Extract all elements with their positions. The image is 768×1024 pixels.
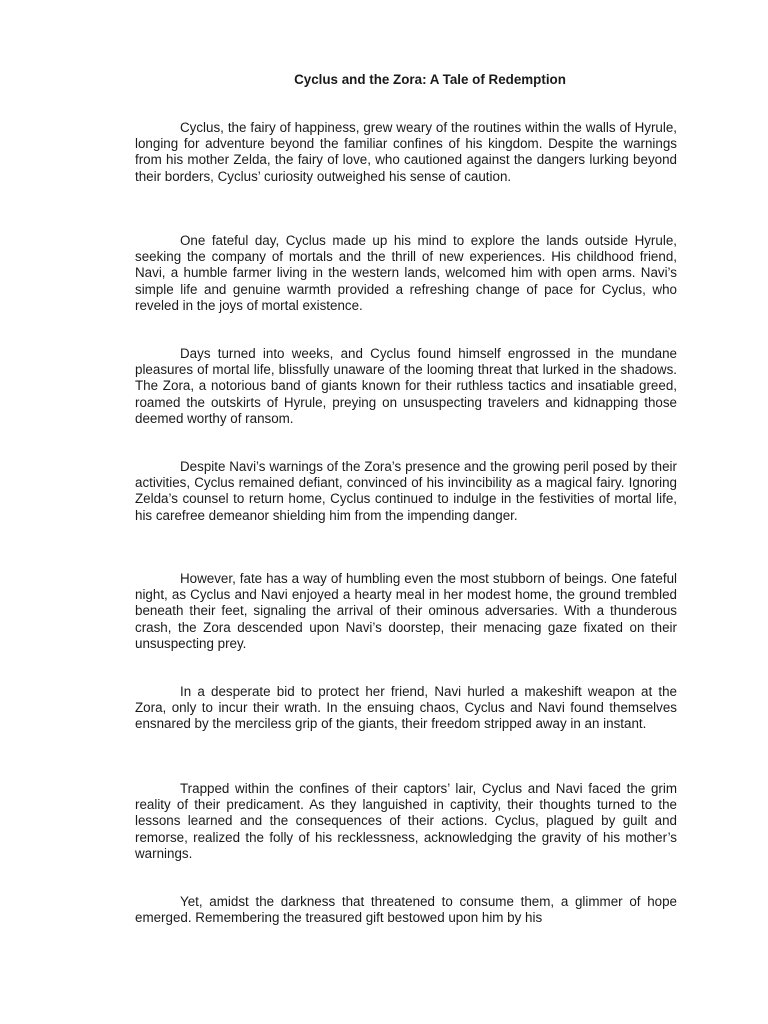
- paragraph-8: Yet, amidst the darkness that threatened to consume them, a glimmer of hope emerged. Remembering the treasured gift bestowed upon him by his: [135, 894, 677, 926]
- document-title: Cyclus and the Zora: A Tale of Redemption: [294, 72, 566, 87]
- paragraph-6: In a desperate bid to protect her friend, Navi hurled a makeshift weapon at the Zora, only to incur their wrath. In the ensuing chaos, Cyclus and Navi found themselves ensnared by the merciless grip of the giants, their freedom stripped away in an instant.: [135, 684, 677, 732]
- paragraph-7: Trapped within the confines of their captors’ lair, Cyclus and Navi faced the grim reality of their predicament. As they languished in captivity, their thoughts turned to the lessons learned and the consequences of their actions. Cyclus, plagued by guilt and remorse, realized the folly of his recklessness, acknowledging the gravity of his mother’s warnings.: [135, 781, 677, 861]
- paragraph-4: Despite Navi’s warnings of the Zora’s presence and the growing peril posed by their activities, Cyclus remained defiant, convinced of his invincibility as a magical fairy. Ignoring Zelda’s counsel to return home, Cyclus continued to indulge in the festivities of mortal life, his carefree demeanor shielding him from the impending danger.: [135, 459, 677, 523]
- paragraph-1: Cyclus, the fairy of happiness, grew weary of the routines within the walls of Hyrule, longing for adventure beyond the familiar confines of his kingdom. Despite the warnings from his mother Zelda, the fairy of love, who cautioned against the dangers lurking beyond their borders, Cyclus’ curiosity outweighed his sense of caution.: [135, 120, 677, 184]
- paragraph-3: Days turned into weeks, and Cyclus found himself engrossed in the mundane pleasures of mortal life, blissfully unaware of the looming threat that lurked in the shadows. The Zora, a notorious band of giants known for their ruthless tactics and insatiable greed, roamed the outskirts of Hyrule, preying on unsuspecting travelers and kidnapping those deemed worthy of ransom.: [135, 346, 677, 426]
- paragraph-2: One fateful day, Cyclus made up his mind to explore the lands outside Hyrule, seeking the company of mortals and the thrill of new experiences. His childhood friend, Navi, a humble farmer living in the western lands, welcomed him with open arms. Navi’s simple life and genuine warmth provided a refreshing change of pace for Cyclus, who reveled in the joys of mortal existence.: [135, 233, 677, 313]
- paragraph-5: However, fate has a way of humbling even the most stubborn of beings. One fateful night, as Cyclus and Navi enjoyed a hearty meal in her modest home, the ground trembled beneath their feet, signaling the arrival of their ominous adversaries. With a thunderous crash, the Zora descended upon Navi’s doorstep, their menacing gaze fixated on their unsuspecting prey.: [135, 571, 677, 651]
